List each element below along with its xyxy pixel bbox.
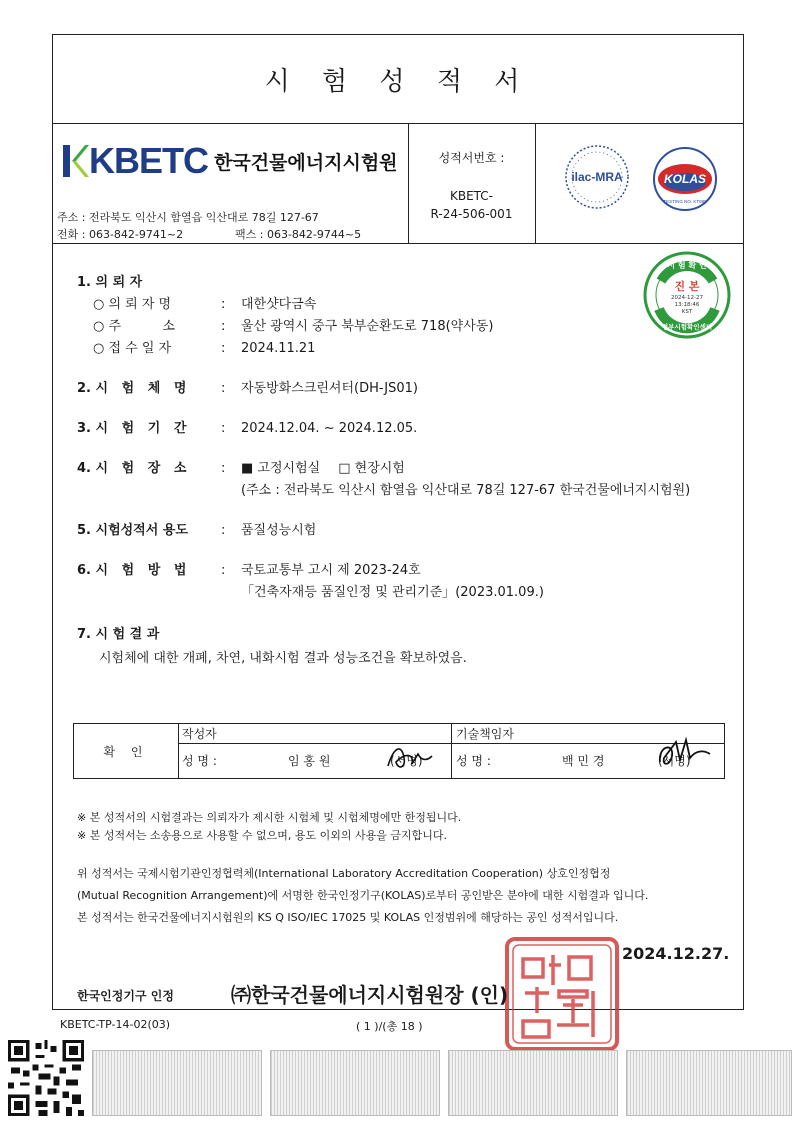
note-2: ※ 본 성적서는 소송용으로 사용할 수 없으며, 용도 이외의 사용을 금지합니다. bbox=[77, 829, 447, 842]
technical-manager-name: 백 민 경 bbox=[562, 754, 605, 768]
cert-number-line1: KBETC- bbox=[449, 189, 494, 203]
place-fixed-lab: ■ 고정시험실 bbox=[241, 461, 321, 476]
qr-code bbox=[8, 1040, 84, 1116]
issue-date: 2024.12.27. bbox=[622, 944, 730, 963]
document-title: 시 험 성 적 서 bbox=[264, 66, 532, 97]
ilac-mra-logo bbox=[566, 146, 628, 208]
technical-manager-header: 기술책임자 bbox=[452, 724, 724, 744]
issuer-name: ㈜한국건물에너지시험원장 (인) bbox=[231, 983, 509, 1007]
page-count: ( 1 )/(총 18 ) bbox=[356, 1020, 423, 1033]
stamp-center-text: 진 본 bbox=[674, 280, 700, 293]
org-fax: 팩스 : 063-842-9744~5 bbox=[235, 228, 362, 241]
accreditation-cell bbox=[535, 123, 743, 243]
author-cell bbox=[178, 744, 452, 778]
org-logo-text: KBETC bbox=[89, 140, 208, 181]
cert-number-label: 성적서번호 : bbox=[438, 151, 505, 165]
official-seal-stamp bbox=[503, 935, 621, 1053]
cert-number-value bbox=[408, 187, 535, 223]
method-value-line2: 「건축자재등 품질인정 및 관리기준」(2023.01.09.) bbox=[241, 585, 544, 600]
form-code: KBETC-TP-14-02(03) bbox=[60, 1018, 171, 1031]
received-date-row bbox=[77, 337, 315, 356]
technical-manager-seal: (서명) bbox=[658, 754, 691, 768]
stamp-time: 13:18:46 bbox=[674, 302, 700, 308]
period-value: 2024.12.04. ~ 2024.12.05. bbox=[241, 421, 418, 436]
kolas-logo bbox=[654, 148, 716, 210]
signature-table bbox=[73, 723, 725, 779]
statement-line-1: 위 성적서는 국제시험기관인정협력체(International Laboratory Accreditation Cooperation) 상호인정협정 bbox=[77, 867, 611, 880]
org-logo bbox=[63, 140, 398, 181]
certificate-frame bbox=[52, 34, 744, 1010]
client-address-value: 울산 광역시 중구 북부순환도로 718(약사동) bbox=[241, 319, 494, 334]
issuer-accreditation-label: 한국인정기구 인정 bbox=[77, 989, 174, 1003]
author-name-label: 성 명 : bbox=[182, 754, 217, 768]
stamp-top-text: 시 험 확 인 bbox=[667, 261, 707, 270]
technical-manager-name-label: 성 명 : bbox=[456, 754, 491, 768]
accreditation-logos bbox=[535, 123, 743, 243]
purpose-value: 품질성능시험 bbox=[241, 523, 317, 538]
received-date-label: ○ 접 수 일 자 bbox=[93, 341, 172, 356]
section-place bbox=[77, 457, 405, 476]
place-field-test: □ 현장시험 bbox=[338, 461, 405, 476]
section-result-label: 7. 시 험 결 과 bbox=[77, 627, 160, 642]
org-phone: 전화 : 063-842-9741~2 bbox=[57, 228, 184, 241]
client-address-row bbox=[77, 315, 493, 334]
received-date-value: 2024.11.21 bbox=[241, 341, 316, 356]
header-row bbox=[53, 123, 743, 244]
client-name-label: ○ 의 뢰 자 명 bbox=[93, 297, 172, 312]
security-pattern bbox=[270, 1050, 440, 1116]
cert-number-line2: R-24-506-001 bbox=[430, 207, 513, 221]
section-specimen bbox=[77, 377, 418, 396]
method-value-line1: 국토교통부 고시 제 2023-24호 bbox=[241, 563, 421, 578]
security-pattern bbox=[626, 1050, 792, 1116]
author-header: 작성자 bbox=[178, 724, 452, 744]
colon: : bbox=[221, 341, 226, 356]
specimen-value: 자동방화스크린셔터(DH-JS01) bbox=[241, 381, 418, 396]
kolas-logo-subtext: TESTING NO. KT989 bbox=[663, 199, 707, 204]
title-row bbox=[53, 35, 743, 124]
result-value: 시험체에 대한 개폐, 차연, 내화시험 결과 성능조건을 확보하였음. bbox=[99, 651, 467, 666]
org-cell bbox=[53, 123, 409, 243]
colon: : bbox=[221, 563, 226, 578]
client-address-label: ○ 주 소 bbox=[93, 319, 175, 334]
section-period bbox=[77, 417, 417, 436]
org-name: 한국건물에너지시험원 bbox=[214, 151, 398, 174]
section-method bbox=[77, 559, 421, 578]
confirm-label: 확 인 bbox=[74, 724, 179, 778]
security-pattern bbox=[448, 1050, 618, 1116]
client-name-row bbox=[77, 293, 316, 312]
colon: : bbox=[221, 421, 226, 436]
verification-stamp bbox=[643, 251, 731, 339]
statement-line-3: 본 성적서는 한국건물에너지시험원의 KS Q ISO/IEC 17025 및 KOLAS 인정범위에 해당하는 공인 성적서입니다. bbox=[77, 911, 619, 924]
cert-number-cell bbox=[408, 123, 536, 243]
section-period-label: 3. 시 험 기 간 bbox=[77, 421, 187, 436]
colon: : bbox=[221, 523, 226, 538]
section-purpose bbox=[77, 519, 316, 538]
security-pattern bbox=[92, 1050, 262, 1116]
author-signature bbox=[384, 740, 436, 774]
section-client bbox=[77, 271, 221, 290]
colon: : bbox=[221, 381, 226, 396]
org-address: 주소 : 전라북도 익산시 함열읍 익산대로 78길 127-67 bbox=[57, 211, 319, 224]
kolas-logo-text: KOLAS bbox=[664, 172, 706, 186]
section-client-label: 1. 의 뢰 자 bbox=[77, 275, 143, 290]
technical-manager-signature bbox=[654, 732, 716, 772]
section-purpose-label: 5. 시험성적서 용도 bbox=[77, 523, 188, 538]
section-result bbox=[77, 623, 221, 642]
certificate-body bbox=[53, 243, 743, 1009]
client-name-value: 대한샷다금속 bbox=[241, 297, 317, 312]
technical-manager-cell bbox=[452, 744, 724, 778]
place-address: (주소 : 전라북도 익산시 함열읍 익산대로 78길 127-67 한국건물에너지시험원) bbox=[241, 483, 691, 498]
stamp-date: 2024-12-27 bbox=[671, 295, 703, 301]
section-method-label: 6. 시 험 방 법 bbox=[77, 563, 187, 578]
colon: : bbox=[221, 297, 226, 312]
author-name: 임 홍 원 bbox=[288, 754, 331, 768]
note-1: ※ 본 성적서의 시험결과는 의뢰자가 제시한 시험체 및 시험체명에만 한정됩니다. bbox=[77, 811, 462, 824]
colon: : bbox=[221, 461, 226, 476]
author-seal: (서명) bbox=[390, 754, 423, 768]
colon: : bbox=[221, 319, 226, 334]
ilac-logo-text: ilac-MRA bbox=[571, 170, 623, 184]
section-place-label: 4. 시 험 장 소 bbox=[77, 461, 187, 476]
section-specimen-label: 2. 시 험 체 명 bbox=[77, 381, 187, 396]
kbetc-k-icon bbox=[63, 145, 89, 177]
stamp-bottom-text: 정부시험확인센터 bbox=[661, 323, 713, 331]
stamp-timezone: KST bbox=[681, 309, 693, 315]
statement-line-2: (Mutual Recognition Arrangement)에 서명한 한국인정기구(KOLAS)로부터 공인받은 분야에 대한 시험결과 입니다. bbox=[77, 889, 649, 902]
